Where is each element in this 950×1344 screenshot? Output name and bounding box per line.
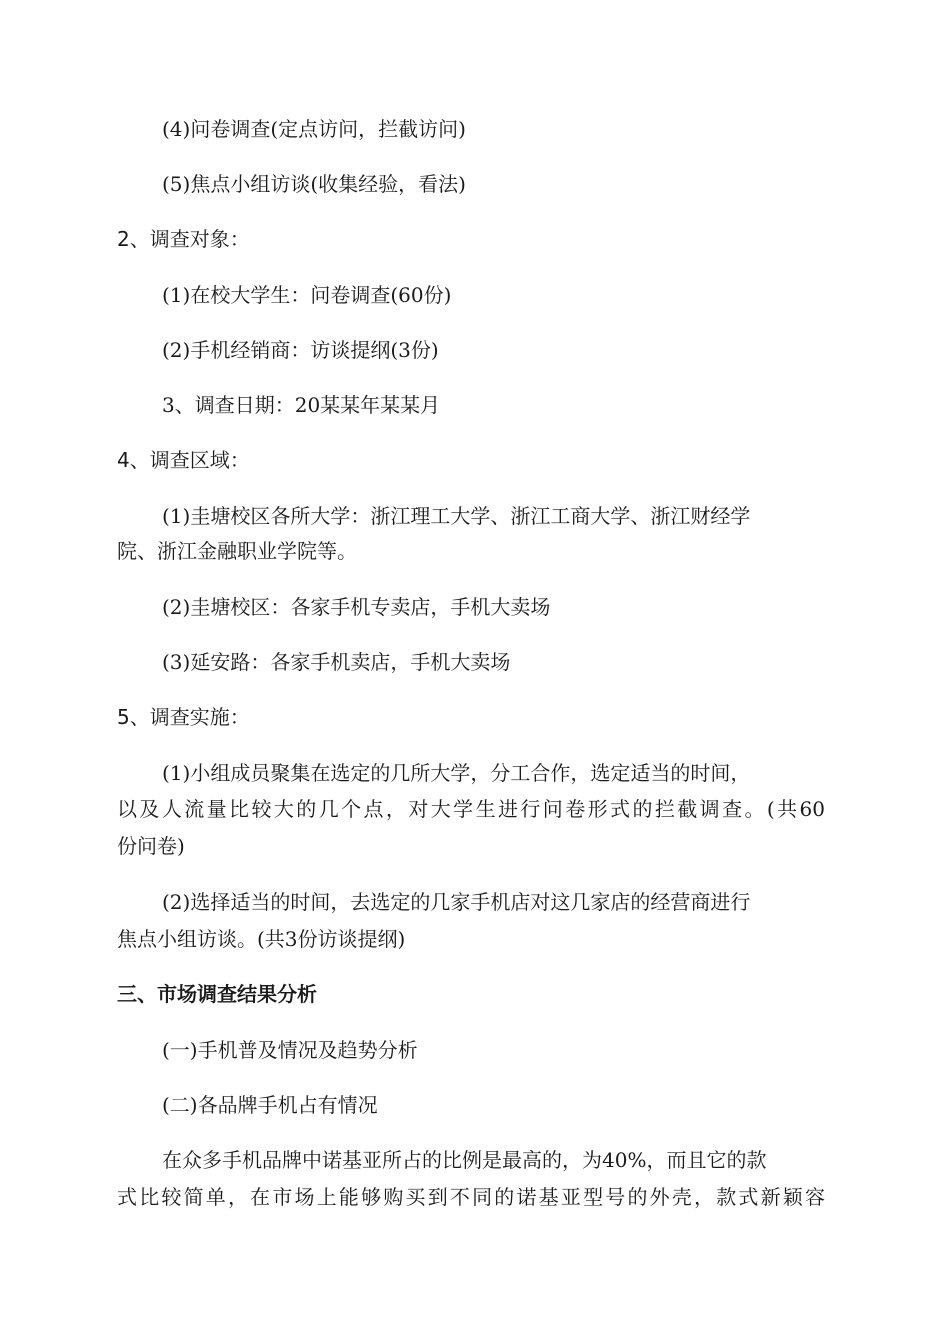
list-item-4: (4)问卷调查(定点访问，拦截访问) [162, 117, 466, 141]
section-5-item-2-line-2: 焦点小组访谈。(共3份访谈提纲) [117, 927, 406, 951]
section-5-item-1-line-1: (1)小组成员聚集在选定的几所大学，分工合作，选定适当的时间， [162, 761, 751, 785]
part-3-paragraph-line-2: 式比较简单，在市场上能够购买到不同的诺基亚型号的外壳，款式新颖容 [117, 1185, 825, 1209]
section-heading-2: 2、调查对象： [117, 227, 250, 251]
section-4-item-3: (3)延安路：各家手机卖店，手机大卖场 [162, 650, 511, 674]
section-3-line: 3、调查日期：20某某年某某月 [162, 393, 441, 417]
section-heading-5: 5、调查实施： [117, 705, 250, 729]
section-5-item-1-line-3: 份问卷) [117, 834, 185, 858]
list-item-5: (5)焦点小组访谈(收集经验，看法) [162, 172, 466, 196]
section-2-item-2: (2)手机经销商：访谈提纲(3份) [162, 338, 439, 362]
section-4-item-1-line-2: 院、浙江金融职业学院等。 [117, 539, 357, 563]
part-3-heading: 三、市场调查结果分析 [117, 982, 317, 1006]
part-3-subheading-1: (一)手机普及情况及趋势分析 [162, 1038, 418, 1062]
section-4-item-2: (2)圭塘校区：各家手机专卖店，手机大卖场 [162, 595, 551, 619]
section-2-item-1: (1)在校大学生：问卷调查(60份) [162, 283, 452, 307]
section-heading-4: 4、调查区域： [117, 448, 250, 472]
section-5-item-1-line-2: 以及人流量比较大的几个点，对大学生进行问卷形式的拦截调查。(共60 [117, 797, 825, 821]
part-3-paragraph-line-1: 在众多手机品牌中诺基亚所占的比例是最高的，为40%，而且它的款 [162, 1148, 767, 1172]
part-3-subheading-2: (二)各品牌手机占有情况 [162, 1093, 378, 1117]
section-5-item-2-line-1: (2)选择适当的时间，去选定的几家手机店对这几家店的经营商进行 [162, 890, 751, 914]
section-4-item-1-line-1: (1)圭塘校区各所大学：浙江理工大学、浙江工商大学、浙江财经学 [162, 504, 751, 528]
